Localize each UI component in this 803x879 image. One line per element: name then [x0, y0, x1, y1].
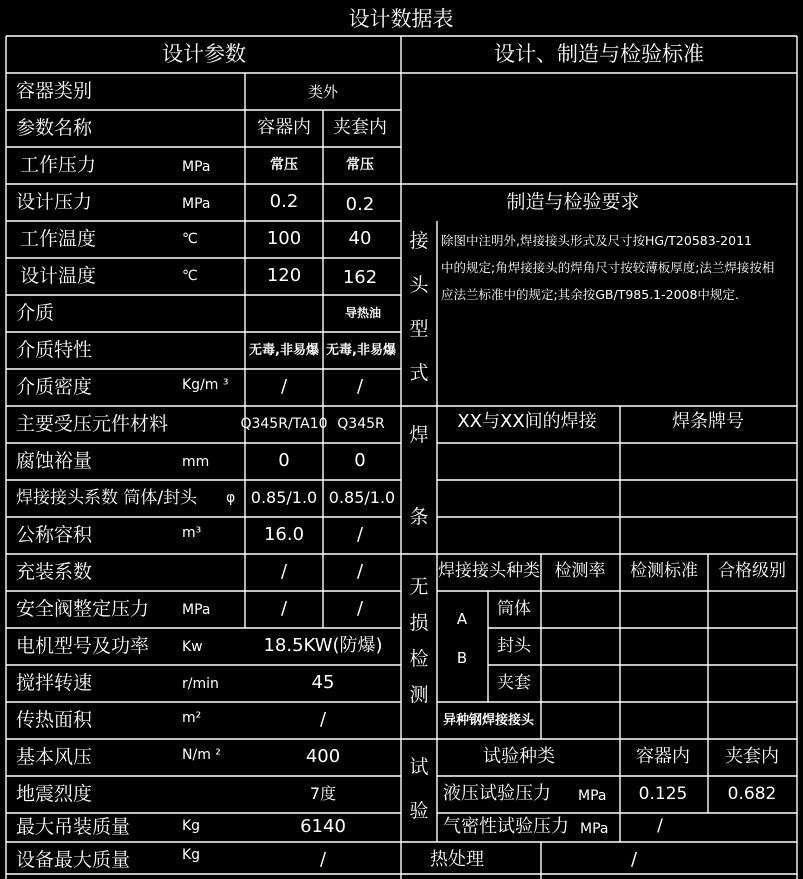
test-air-unit: MPa [580, 821, 609, 837]
design-temp-v1: 120 [266, 265, 302, 286]
corrosion-v2: 0 [354, 450, 366, 471]
ndt-label-4: 测 [409, 684, 429, 706]
weld-coef-v1: 0.85/1.0 [250, 488, 318, 507]
medium-density-v2: / [356, 376, 364, 397]
corrosion-label: 腐蚀裕量 [16, 450, 93, 472]
safety-valve-v2: / [356, 598, 364, 619]
wind-label: 基本风压 [16, 746, 93, 768]
manufacture-title: 制造与检验要求 [506, 191, 640, 213]
test-header-type: 试验种类 [483, 746, 555, 767]
medium-density-unit: Kg/m ³ [182, 377, 229, 393]
ndt-row-shell: 筒体 [497, 599, 531, 619]
speed-value: 45 [311, 672, 335, 693]
seismic-label: 地震烈度 [16, 783, 93, 805]
wind-unit: N/m ² [182, 747, 221, 763]
motor-unit: Kw [182, 639, 203, 655]
material-v1: Q345R/TA10 [240, 416, 328, 432]
ndt-header-standard: 检测标准 [630, 561, 698, 581]
work-temp-v1: 100 [266, 228, 302, 249]
safety-valve-unit: MPa [182, 602, 211, 618]
ndt-row-head: 封头 [497, 636, 531, 656]
test-hydro-v1: 0.125 [638, 784, 688, 804]
medium-label: 介质 [16, 302, 55, 324]
joint-label-3: 型 [409, 318, 429, 340]
ndt-label-1: 无 [409, 576, 429, 598]
ndt-class-b: B [456, 649, 468, 667]
work-pressure-label: 工作压力 [20, 154, 97, 176]
medium-char-v1: 无毒,非易爆 [249, 343, 319, 358]
medium-char-v2: 无毒,非易爆 [326, 343, 396, 358]
medium-density-v1: / [280, 376, 288, 397]
test-hydro-v2: 0.682 [727, 784, 777, 804]
ndt-row-dissimilar: 异种钢焊接接头 [443, 713, 535, 728]
motor-value: 18.5KW(防爆) [263, 635, 383, 656]
speed-unit: r/min [182, 676, 219, 692]
safety-valve-label: 安全阀整定压力 [16, 598, 150, 620]
design-temp-unit: ℃ [182, 268, 198, 284]
test-header-jacket: 夹套内 [725, 746, 779, 767]
fill-label: 充装系数 [16, 561, 93, 583]
test-label-1: 试 [409, 756, 429, 778]
col-vessel-header: 容器内 [257, 117, 311, 138]
joint-text-line-1: 除图中注明外,焊接接头形式及尺寸按HG/T20583-2011 [441, 233, 752, 248]
joint-label-2: 头 [409, 274, 429, 296]
material-v2: Q345R [337, 416, 385, 432]
right-header: 设计、制造与检验标准 [494, 42, 704, 66]
design-pressure-v1: 0.2 [269, 191, 299, 212]
design-pressure-v2: 0.2 [345, 194, 375, 215]
design-pressure-unit: MPa [182, 196, 211, 212]
test-air-label: 气密性试验压力 [443, 816, 569, 837]
volume-v2: / [356, 524, 364, 545]
safety-valve-v1: / [280, 598, 288, 619]
lift-mass-label: 最大吊装质量 [16, 816, 131, 838]
volume-label: 公称容积 [16, 524, 93, 546]
design-temp-v2: 162 [342, 267, 378, 288]
ndt-label-3: 检 [409, 648, 429, 670]
design-temp-label: 设计温度 [20, 265, 97, 287]
param-name-label: 参数名称 [16, 117, 93, 139]
test-hydro-unit: MPa [578, 788, 607, 804]
heat-area-value: / [319, 709, 327, 730]
heat-area-unit: m² [182, 710, 202, 726]
table-title: 设计数据表 [348, 7, 454, 31]
volume-unit: m³ [182, 525, 202, 541]
heat-treat-value: / [630, 849, 638, 870]
corrosion-v1: 0 [278, 450, 290, 471]
test-header-vessel: 容器内 [636, 746, 690, 767]
ndt-row-jacket: 夹套 [497, 673, 531, 693]
ndt-label-2: 损 [409, 612, 429, 634]
heat-treat-label: 热处理 [430, 849, 484, 870]
work-temp-v2: 40 [348, 228, 372, 249]
wind-value: 400 [305, 746, 341, 767]
joint-text-line-2: 中的规定;角焊接接头的焊角尺寸按较薄板厚度;法兰焊接按相 [441, 260, 775, 275]
lift-mass-value: 6140 [300, 816, 346, 837]
test-air-v1: / [657, 816, 663, 836]
weld-coef-unit: φ [226, 490, 236, 506]
volume-v1: 16.0 [263, 524, 305, 545]
fill-v2: / [356, 561, 364, 582]
fill-v1: / [280, 561, 288, 582]
work-temp-unit: ℃ [182, 231, 198, 247]
left-header: 设计参数 [162, 42, 246, 66]
joint-label-4: 式 [409, 362, 429, 384]
max-mass-unit: Kg [182, 847, 201, 863]
max-mass-label: 设备最大质量 [16, 849, 131, 871]
weld-coef-label: 焊接接头系数 筒体/封头 [16, 488, 198, 508]
test-label-2: 验 [409, 800, 429, 822]
material-label: 主要受压元件材料 [16, 413, 169, 435]
ndt-header-joint: 焊接接头种类 [438, 561, 540, 581]
weld-coef-v2: 0.85/1.0 [328, 488, 396, 507]
work-pressure-unit: MPa [182, 159, 211, 175]
weld-label-2: 条 [409, 506, 429, 528]
col-jacket-header: 夹套内 [333, 117, 387, 138]
ndt-class-a: A [456, 610, 468, 628]
weld-header-joint: XX与XX间的焊接 [457, 411, 597, 432]
seismic-value: 7度 [309, 784, 337, 803]
motor-label: 电机型号及功率 [16, 635, 150, 657]
medium-v2: 导热油 [344, 306, 382, 320]
heat-area-label: 传热面积 [16, 709, 93, 731]
weld-header-rod: 焊条牌号 [672, 411, 744, 432]
work-pressure-v1: 常压 [270, 157, 298, 173]
joint-label-1: 接 [409, 230, 429, 252]
ndt-header-grade: 合格级别 [718, 561, 786, 581]
corrosion-unit: mm [182, 454, 210, 470]
ndt-header-rate: 检测率 [554, 561, 606, 581]
lift-mass-unit: Kg [182, 818, 201, 834]
speed-label: 搅拌转速 [16, 672, 93, 694]
medium-density-label: 介质密度 [16, 376, 93, 398]
design-pressure-label: 设计压力 [16, 191, 93, 213]
vessel-category-label: 容器类别 [16, 80, 93, 102]
max-mass-value: / [319, 849, 327, 870]
weld-label-1: 焊 [409, 424, 429, 446]
test-hydro-label: 液压试验压力 [443, 783, 551, 804]
medium-char-label: 介质特性 [16, 339, 93, 361]
work-pressure-v2: 常压 [346, 157, 374, 173]
vessel-category-value: 类外 [307, 83, 339, 101]
work-temp-label: 工作温度 [20, 228, 97, 250]
joint-text-line-3: 应法兰标准中的规定;其余按GB/T985.1-2008中规定. [441, 287, 739, 302]
